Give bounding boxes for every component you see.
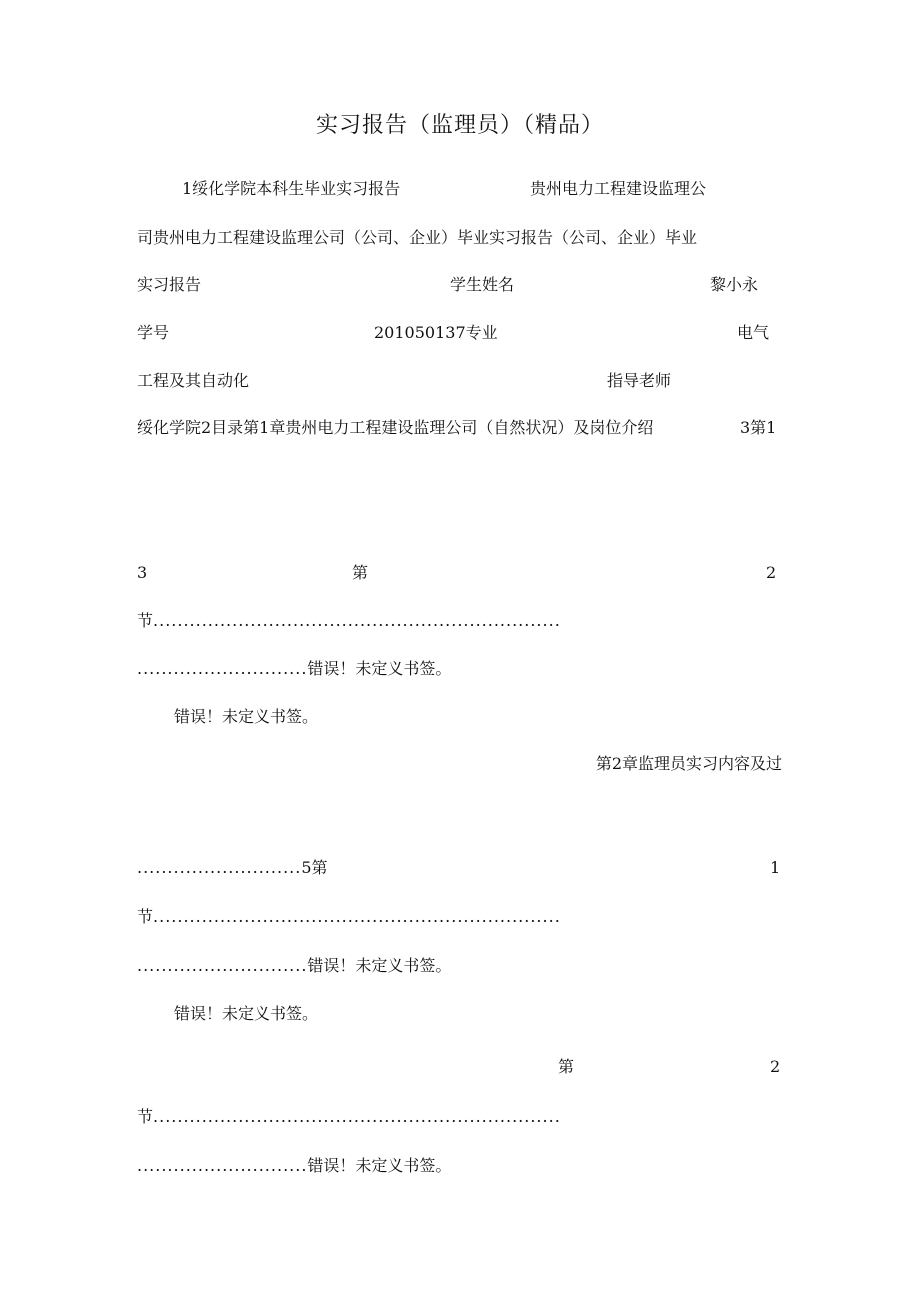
- toc-entry-line: [137, 955, 451, 977]
- company-name-continuation: 司贵州电力工程建设监理公司（公司、企业）毕业实习报告（公司、企业）毕业: [137, 228, 698, 247]
- toc-page-number: 5第: [301, 858, 328, 877]
- toc-entry-line: [137, 1155, 451, 1177]
- company-name-part: 贵州电力工程建设监理公: [530, 179, 707, 198]
- toc-section-number: 1: [770, 858, 781, 877]
- student-id-and-major-label: 201050137专业: [374, 323, 498, 342]
- toc-intro-tail: 3第1: [740, 418, 777, 437]
- major-value-part2: 工程及其自动化: [137, 371, 250, 390]
- advisor-label: 指导老师: [607, 371, 672, 390]
- major-value-part1: 电气: [737, 323, 770, 342]
- toc-leader-dots: ............................: [137, 956, 308, 975]
- toc-leader-dots: ...................................................................: [153, 907, 561, 926]
- page-title: 实习报告（监理员）（精品）: [315, 113, 604, 138]
- toc-leader-dots: ...................................................................: [153, 611, 561, 630]
- toc-di-label: 第: [352, 563, 369, 582]
- toc-error-text: 错误！未定义书签。: [307, 956, 452, 975]
- toc-error-text: 错误！未定义书签。: [174, 707, 319, 726]
- toc-error-text: 错误！未定义书签。: [174, 1004, 319, 1023]
- toc-section-label: [137, 1106, 561, 1128]
- student-id-label: 学号: [137, 323, 170, 342]
- toc-entry-line: [137, 857, 328, 879]
- toc-error-text: 错误！未定义书签。: [307, 659, 452, 678]
- student-name-value: 黎小永: [710, 275, 759, 294]
- student-name-label: 学生姓名: [450, 275, 515, 294]
- report-heading-line: 1绥化学院本科生毕业实习报告: [182, 179, 401, 198]
- toc-section-label: [137, 906, 561, 928]
- toc-error-text: 错误！未定义书签。: [307, 1156, 452, 1175]
- toc-leader-dots: ...........................: [137, 858, 302, 877]
- toc-section-label: [137, 610, 561, 632]
- toc-jie-label: 节: [137, 907, 154, 926]
- chapter2-heading: 第2章监理员实习内容及过: [595, 754, 782, 773]
- toc-section-number: 2: [770, 1057, 781, 1076]
- toc-section-number: 2: [766, 563, 777, 582]
- report-type-label: 实习报告: [137, 275, 202, 294]
- toc-jie-label: 节: [137, 1107, 154, 1126]
- toc-leader-dots: ...................................................................: [153, 1107, 561, 1126]
- toc-page-number: 3: [137, 563, 148, 582]
- toc-di-label: 第: [558, 1057, 575, 1076]
- toc-entry-line: [137, 658, 451, 680]
- toc-leader-dots: ............................: [137, 1156, 308, 1175]
- toc-intro-line: 绥化学院2目录第1章贵州电力工程建设监理公司（自然状况）及岗位介绍: [137, 418, 654, 437]
- toc-leader-dots: ............................: [137, 659, 308, 678]
- toc-jie-label: 节: [137, 611, 154, 630]
